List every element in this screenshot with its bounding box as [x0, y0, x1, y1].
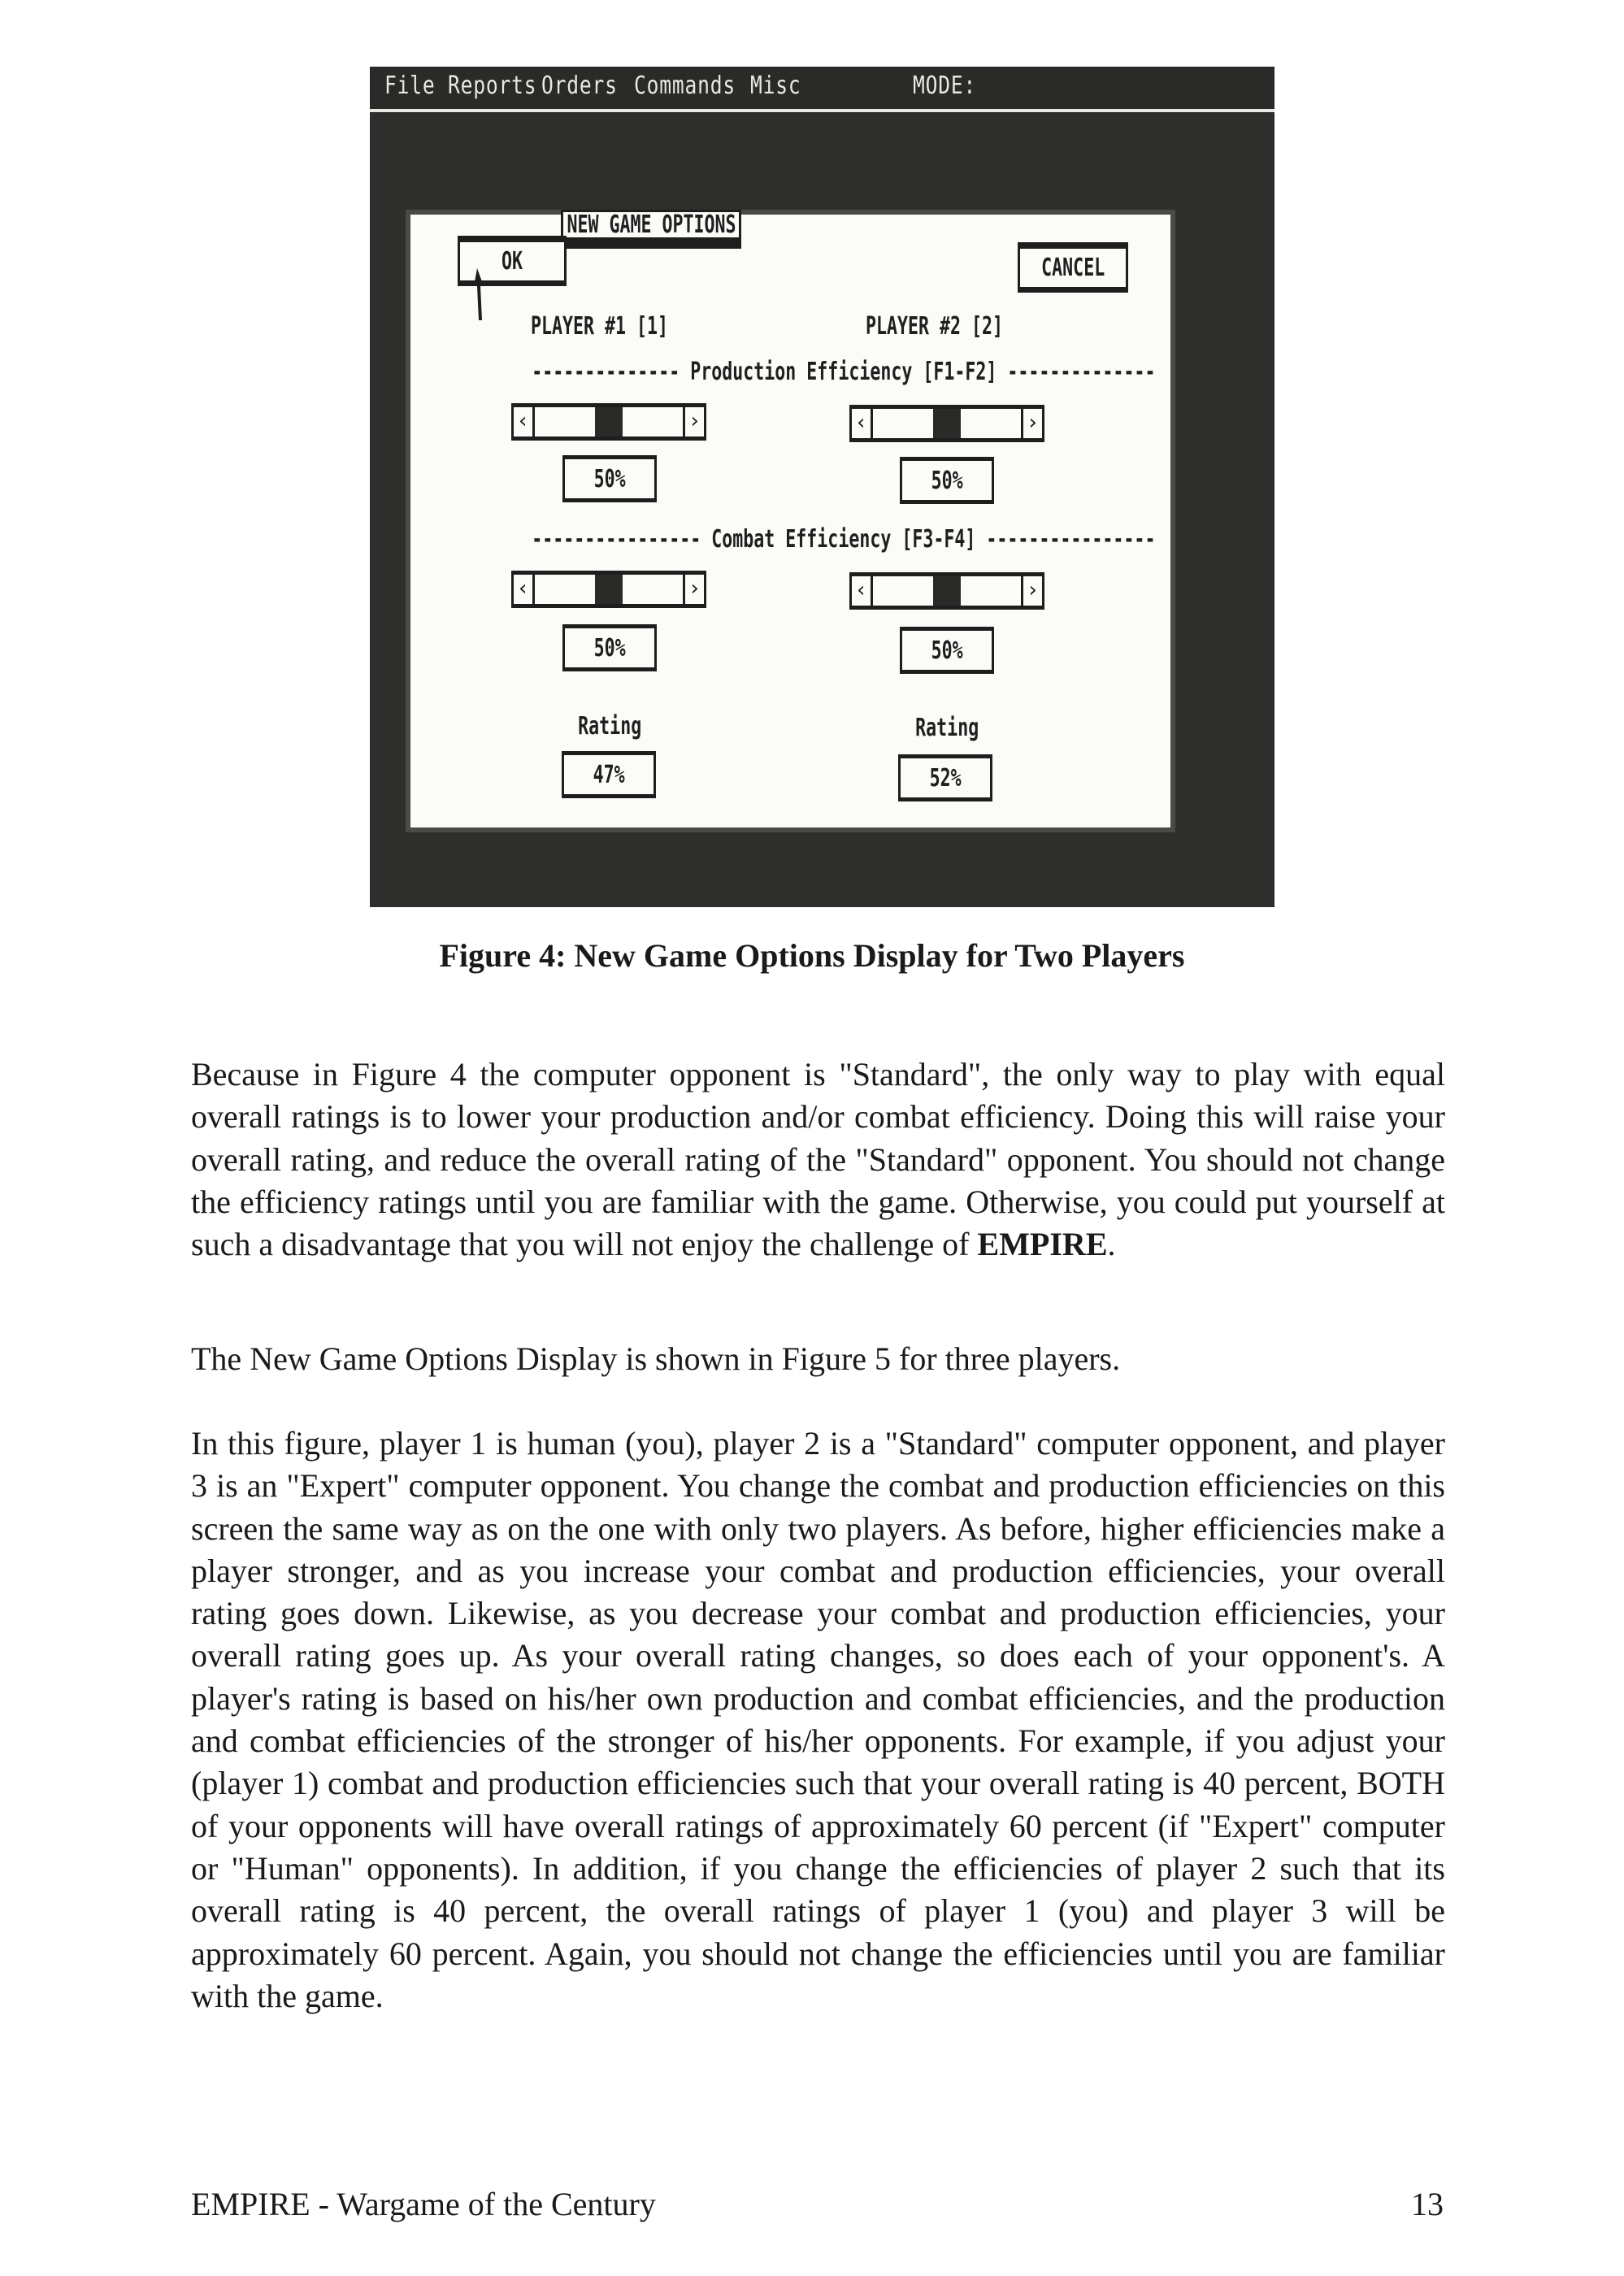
player-1-production-slider[interactable] — [511, 403, 706, 441]
menu-commands[interactable]: Commands — [634, 72, 736, 100]
player-2-production-value: 50% — [900, 457, 994, 504]
menu-misc[interactable]: Misc — [750, 72, 801, 100]
paragraph-3: In this figure, player 1 is human (you), player 2 is a "Standard" computer opponent, and player 3 is an "Expert" computer opponent. You change the combat and production efficiencies on this screen the same way as on the one with only two players. As before, higher efficiencies make a player stronger, and as you increase your combat and production efficiencies, your overall rating goes down. Likewise, as you decrease your combat and production efficiencies, your overall rating goes up. As your overall rating changes, so does each of your opponent's. A player's rating is based on his/her own production and combat efficiencies, and the production and combat efficiencies of the stronger of his/her opponents. For example, if you adjust your (player 1) combat and production efficiencies such that your overall rating is 40 percent, BOTH of your opponents will have overall ratings of approximately 60 percent (if "Expert" computer or "Human" opponents). In addition, if you change the efficiencies of player 2 such that its overall rating is 40 percent, the overall ratings of player 1 (you) and player 3 will be approximately 60 percent. Again, you should not change the efficiencies until you are familiar with the game. — [191, 1425, 1445, 2014]
player-2-production-slider[interactable] — [849, 405, 1044, 442]
slider-thumb[interactable] — [933, 409, 961, 438]
menu-reports[interactable]: Reports — [448, 72, 537, 100]
production-efficiency-heading: -------------- Production Efficiency [F1-F2] -------------- — [532, 358, 1156, 386]
player-2-combat-value: 50% — [900, 627, 994, 674]
player-1-label: PLAYER #1 [1] — [531, 312, 669, 341]
menu-bar — [370, 67, 1274, 112]
combat-efficiency-heading: ---------------- Combat Efficiency [F3-F4] ---------------- — [532, 525, 1156, 554]
footer-title: EMPIRE - Wargame of the Century — [191, 2186, 656, 2222]
slider-left-arrow-icon[interactable]: ‹ — [514, 575, 535, 604]
cancel-button[interactable]: CANCEL — [1018, 242, 1128, 293]
player-2-rating-label: Rating — [914, 714, 979, 742]
new-game-options-dialog — [410, 211, 1170, 827]
slider-right-arrow-icon[interactable]: › — [683, 575, 704, 604]
game-screenshot — [370, 67, 1274, 907]
mode-indicator: MODE: — [913, 72, 977, 100]
slider-thumb[interactable] — [595, 407, 623, 437]
slider-thumb[interactable] — [933, 576, 961, 606]
slider-left-arrow-icon[interactable]: ‹ — [852, 409, 873, 438]
page-number: 13 — [1411, 2186, 1444, 2222]
desktop-area — [370, 112, 1274, 907]
slider-right-arrow-icon[interactable]: › — [683, 407, 704, 437]
slider-right-arrow-icon[interactable]: › — [1021, 409, 1042, 438]
player-2-combat-slider[interactable] — [849, 572, 1044, 610]
figure-caption: Figure 4: New Game Options Display for Two Players — [439, 937, 1185, 974]
dialog-title: NEW GAME OPTIONS — [561, 210, 741, 249]
slider-thumb[interactable] — [595, 575, 623, 604]
ok-button[interactable]: OK — [458, 236, 567, 286]
player-1-rating-value: 47% — [562, 751, 656, 798]
player-1-combat-value: 50% — [562, 624, 657, 671]
empire-emphasis: EMPIRE — [977, 1226, 1108, 1263]
paragraph-2: The New Game Options Display is shown in Figure 5 for three players. — [191, 1340, 1121, 1377]
player-1-rating-label: Rating — [577, 712, 642, 741]
paragraph-1: Because in Figure 4 the computer opponent is "Standard", the only way to play with equal overall ratings is to lower your production and/or combat efficiency. Doing this will raise your overall rating, and reduce the overall rating of the "Standard" opponent. You should not change the efficiency ratings until you are familiar with the game. Otherwise, you could put yourself at such a disadvantage that you will not enjoy the challenge of EMPIRE. — [191, 1056, 1445, 1263]
slider-left-arrow-icon[interactable]: ‹ — [514, 407, 535, 437]
menu-file[interactable]: File — [384, 72, 436, 100]
mouse-cursor-icon — [474, 268, 490, 322]
player-2-rating-value: 52% — [898, 754, 992, 801]
slider-right-arrow-icon[interactable]: › — [1021, 576, 1042, 606]
player-1-combat-slider[interactable] — [511, 571, 706, 608]
player-2-label: PLAYER #2 [2] — [866, 312, 1004, 341]
menu-orders[interactable]: Orders — [541, 72, 618, 100]
player-1-production-value: 50% — [562, 455, 657, 502]
slider-left-arrow-icon[interactable]: ‹ — [852, 576, 873, 606]
